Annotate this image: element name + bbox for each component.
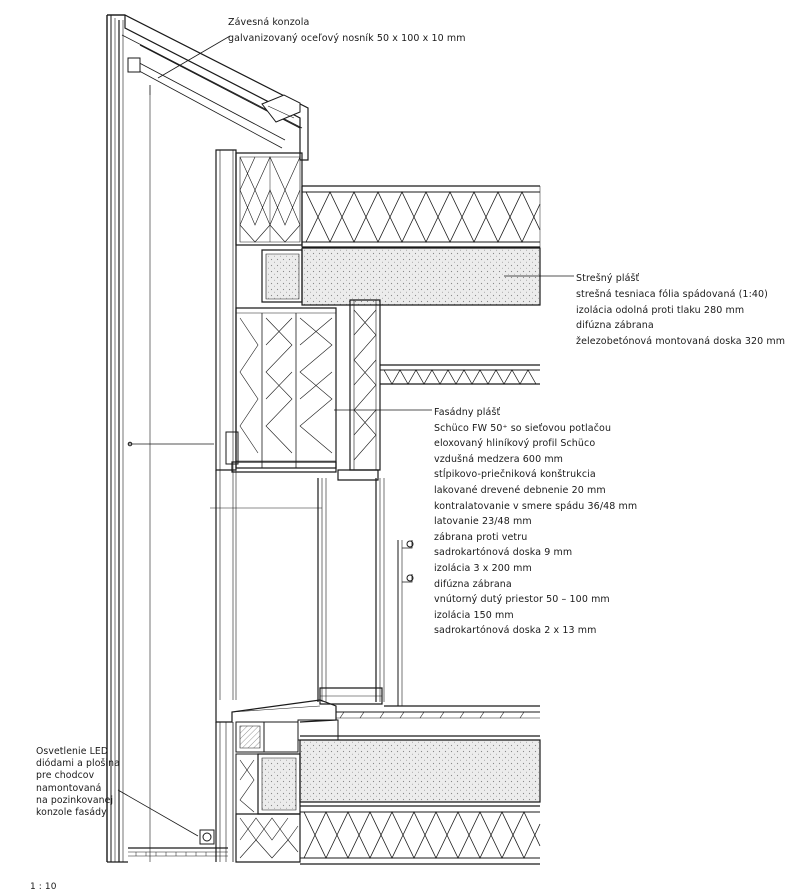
led-leader: [118, 790, 198, 836]
facade-label-line: latovanie 23/48 mm: [434, 516, 532, 528]
facade-label-line: eloxovaný hliníkový profil Schüco: [434, 438, 596, 450]
console-label-line: galvanizovaný oceľový nosník 50 x 100 x 10 mm: [228, 32, 466, 44]
curtain-wall: [210, 470, 384, 704]
facade-label-line: kontralatovanie v smere spádu 36/48 mm: [434, 500, 638, 512]
roof-label-line: strešná tesniaca fólia spádovaná (1:40): [576, 288, 768, 300]
upper-roof-edge: [216, 150, 302, 470]
console-label-line: Závesná konzola: [228, 17, 310, 28]
roof-label-line: difúzna zábrana: [576, 320, 654, 332]
facade-label-line: zábrana proti vetru: [434, 531, 528, 543]
facade-label-line: difúzna zábrana: [434, 578, 512, 590]
roof-label-line: železobetónová montovaná doska 320 mm: [576, 336, 786, 348]
led-label-line: pre chodcov: [36, 770, 95, 782]
facade-label-line: lakované drevené debnenie 20 mm: [434, 484, 606, 496]
led-label-line: diódami a plošina: [36, 758, 120, 770]
facade-label-line: sadrokartónová doska 9 mm: [434, 547, 573, 559]
led-label-line: namontovaná: [36, 782, 102, 794]
scale-label: 1 : 10: [30, 882, 57, 892]
ceiling-strip: [380, 365, 540, 384]
wall-light-fixtures: [398, 540, 413, 706]
facade-label-line: izolácia 150 mm: [434, 609, 514, 621]
led-lamp-icon: [203, 833, 211, 841]
facade-label-line: Schüco FW 50⁺ so sieťovou potlačou: [434, 422, 612, 434]
facade-label-line: izolácia 3 x 200 mm: [434, 562, 532, 574]
inner-wall-column: [338, 300, 380, 480]
facade-label-line: sadrokartónová doska 2 x 13 mm: [434, 625, 597, 637]
led-label-line: konzole fasády: [36, 807, 107, 819]
console-label: [228, 15, 466, 47]
led-label-line: na pozinkovanej: [36, 794, 114, 806]
led-label-line: Osvetlenie LED: [36, 746, 109, 757]
facade-label-line: vzdušná medzera 600 mm: [434, 453, 564, 465]
console-leader: [158, 36, 230, 78]
roof-label: [576, 271, 785, 350]
facade-label: [434, 405, 637, 639]
roof-slab: [262, 248, 540, 305]
led-label: [36, 746, 120, 819]
roof-label-line: Strešný plášť: [576, 273, 640, 284]
roof-label-line: izolácia odolná proti tlaku 280 mm: [576, 304, 745, 316]
walkway-platform: [128, 830, 228, 856]
facade-label-line: stĺpikovo-priečniková konštrukcia: [434, 469, 596, 481]
outer-mesh-facade: [107, 15, 214, 862]
facade-label-line: vnútorný dutý priestor 50 – 100 mm: [434, 594, 610, 606]
lower-floor: [300, 706, 540, 864]
roof-insulation: [302, 186, 540, 247]
facade-insulation-block: [226, 308, 336, 472]
facade-label-line: Fasádny plášť: [434, 407, 501, 418]
